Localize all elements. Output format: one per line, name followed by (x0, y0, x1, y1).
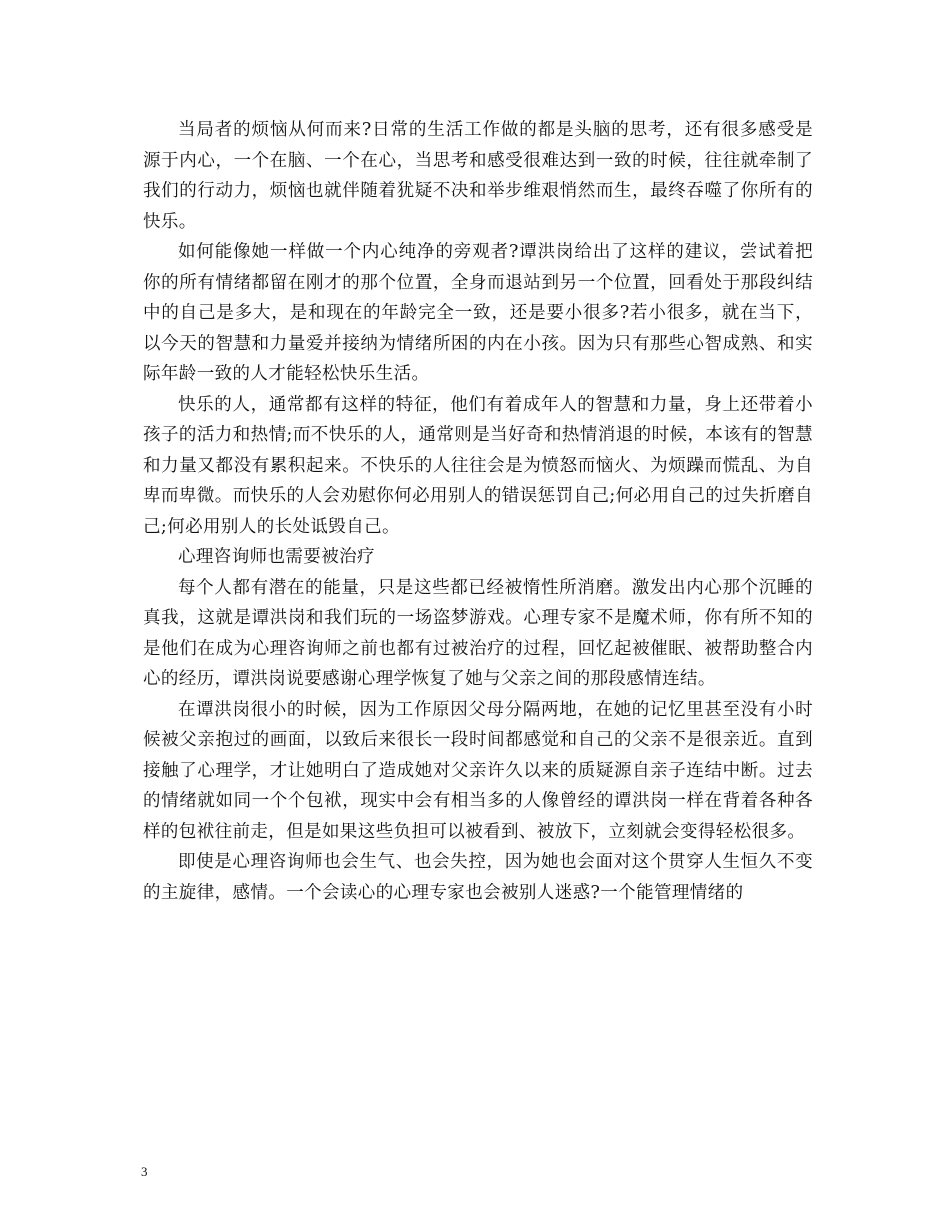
paragraph-5: 在谭洪岗很小的时候，因为工作原因父母分隔两地，在她的记忆里甚至没有小时候被父亲抱过的画面，以致后来很长一段时间都感觉和自己的父亲不是很亲近。直到接触了心理学，才让她明白了造成她对父亲许久以来的质疑源自亲子连结中断。过去的情绪就如同一个个包袱，现实中会有相当多的人像曾经的谭洪岗一样在背着各种各样的包袱往前走，但是如果这些负担可以被看到、被放下，立刻就会变得轻松很多。 (143, 699, 813, 842)
paragraph-1: 当局者的烦恼从何而来?日常的生活工作做的都是头脑的思考，还有很多感受是源于内心，一个在脑、一个在心，当思考和感受很难达到一致的时候，往往就牵制了我们的行动力，烦恼也就伴随着犹疑不决和举步维艰悄然而生，最终吞噬了你所有的快乐。 (143, 120, 813, 232)
section-heading: 心理咨询师也需要被治疗 (178, 547, 375, 567)
paragraph-4: 每个人都有潜在的能量，只是这些都已经被惰性所消磨。激发出内心那个沉睡的真我，这就是谭洪岗和我们玩的一场盗梦游戏。心理专家不是魔术师，你有所不知的是他们在成为心理咨询师之前也都有过被治疗的过程，回忆起被催眠、被帮助整合内心的经历，谭洪岗说要感谢心理学恢复了她与父亲之间的那段感情连结。 (143, 577, 813, 689)
paragraph-6: 即使是心理咨询师也会生气、也会失控，因为她也会面对这个贯穿人生恒久不变的主旋律，感情。一个会读心的心理专家也会被别人迷惑?一个能管理情绪的 (143, 852, 813, 903)
paragraph-3: 快乐的人，通常都有这样的特征，他们有着成年人的智慧和力量，身上还带着小孩子的活力和热情;而不快乐的人，通常则是当好奇和热情消退的时候，本该有的智慧和力量又都没有累积起来。不快乐的人往往会是为愤怒而恼火、为烦躁而慌乱、为自卑而卑微。而快乐的人会劝慰你何必用别人的错误惩罚自己;何必用自己的过失折磨自己;何必用别人的长处诋毁自己。 (143, 394, 813, 537)
body-text (143, 115, 813, 908)
page-number: 3 (141, 1164, 148, 1179)
paragraph-2: 如何能像她一样做一个内心纯净的旁观者?谭洪岗给出了这样的建议，尝试着把你的所有情绪都留在刚才的那个位置，全身而退站到另一个位置，回看处于那段纠结中的自己是多大，是和现在的年龄完全一致，还是要小很多?若小很多，就在当下，以今天的智慧和力量爱并接纳为情绪所困的内在小孩。因为只有那些心智成熟、和实际年龄一致的人才能轻松快乐生活。 (143, 242, 813, 384)
